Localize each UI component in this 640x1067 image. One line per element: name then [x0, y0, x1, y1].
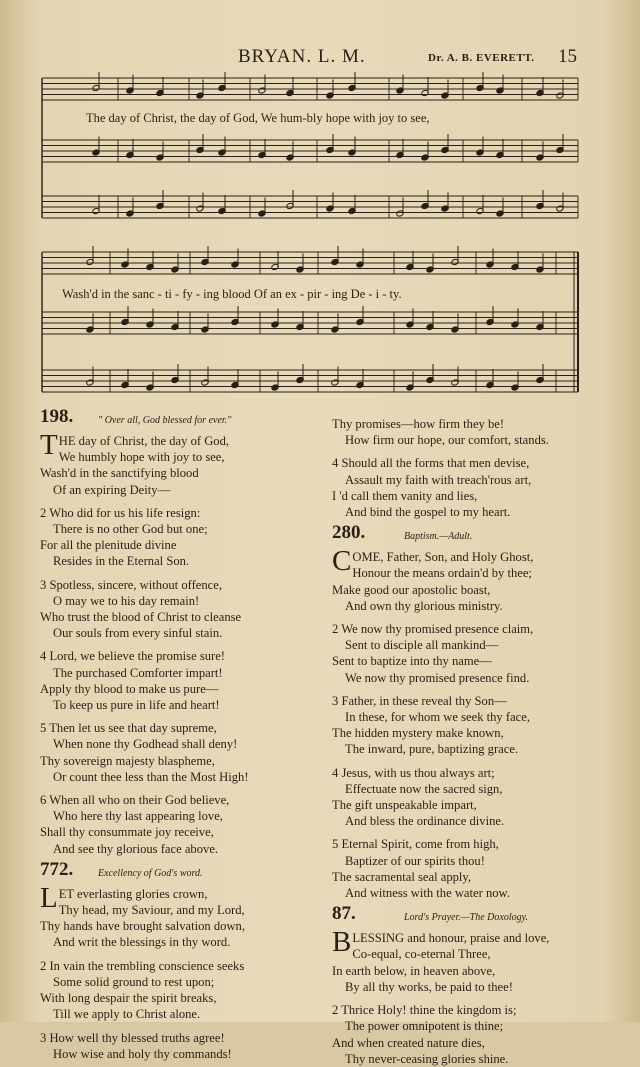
verse-line: Wash'd in the sanctifying blood — [40, 466, 199, 481]
verse-line: How firm our hope, our comfort, stands. — [345, 433, 549, 448]
stanza — [40, 792, 330, 857]
stanza — [332, 1002, 612, 1067]
right-column — [332, 416, 612, 1067]
hymn-number: 198. — [40, 406, 74, 427]
verse-line: And bless the ordinance divine. — [345, 814, 505, 829]
verse-line: OME, Father, Son, and Holy Ghost, — [352, 550, 534, 565]
system2-lyrics: Wash'd in the sanc - ti - fy - ing blood Of an ex - pir - ing De - i - ty. — [62, 287, 402, 301]
verse-line: Co-equal, co-eternal Three, — [352, 947, 491, 962]
stanza — [332, 621, 612, 686]
verse-line: With long despair the spirit breaks, — [40, 991, 217, 1006]
hymn-subtitle: " Over all, God blessed for ever." — [98, 415, 232, 426]
verse-line: I 'd call them vanity and lies, — [332, 488, 478, 503]
verse-line: Baptizer of our spirits thou! — [345, 853, 485, 868]
verse-line: Who here thy last appearing love, — [53, 809, 223, 824]
verse-line: 4 Jesus, with us thou always art; — [332, 765, 495, 780]
verse-line: Apply thy blood to make us pure— — [40, 681, 219, 696]
verse-line: Of an expiring Deity— — [53, 482, 171, 497]
verse-line: The power omnipotent is thine; — [345, 1019, 504, 1034]
verse-line: Sent to baptize into thy name— — [332, 654, 492, 669]
stanza — [40, 429, 330, 498]
hymn-198 — [40, 406, 330, 857]
verse-line: 4 Lord, we believe the promise sure! — [40, 649, 225, 664]
verse-line: 6 When all who on their God believe, — [40, 793, 230, 808]
stanza — [332, 926, 612, 995]
verse-line: And writ the blessings in thy word. — [53, 935, 231, 950]
stanza — [40, 648, 330, 713]
verse-line: Thy head, my Saviour, and my Lord, — [58, 903, 245, 918]
verse-line: Shall thy consummate joy receive, — [40, 825, 214, 840]
stanza — [332, 545, 612, 614]
drop-cap: T — [40, 429, 58, 461]
verse-line: By all thy works, be paid to thee! — [345, 979, 513, 994]
verse-line: The hidden mystery make known, — [332, 726, 504, 741]
stanza — [40, 1030, 330, 1062]
verse-line: Thy never-ceasing glories shine. — [345, 1051, 509, 1066]
stanza — [40, 958, 330, 1023]
verse-line: Honour the means ordain'd by thee; — [352, 566, 532, 581]
verse-line: ET everlasting glories crown, — [58, 886, 208, 901]
page-number: 15 — [558, 46, 577, 67]
verse-line: And bind the gospel to my heart. — [345, 505, 511, 520]
verse-line: In earth below, in heaven above, — [332, 963, 496, 978]
hymn-772-continued — [332, 416, 612, 520]
verse-line: Make good our apostolic boast, — [332, 582, 491, 597]
hymn-number: 772. — [40, 858, 74, 880]
verse-line: Some solid ground to rest upon; — [53, 974, 215, 989]
verse-line: For all the plenitude divine — [40, 538, 177, 553]
verse-line: O may we to his day remain! — [53, 593, 200, 608]
tune-author: Dr. A. B. EVERETT. — [428, 52, 535, 64]
stanza — [40, 720, 330, 785]
verse-line: And own thy glorious ministry. — [345, 598, 503, 613]
left-column — [40, 406, 330, 1062]
stanza — [40, 881, 330, 951]
stanza — [40, 505, 330, 570]
stanza — [332, 693, 612, 758]
tune-title: BRYAN. L. M. — [238, 46, 366, 67]
verse-line: 3 Father, in these reveal thy Son— — [332, 693, 507, 708]
verse-line: 2 Who did for us his life resign: — [40, 505, 201, 520]
verse-line: Who trust the blood of Christ to cleanse — [40, 610, 242, 625]
verse-line: The inward, pure, baptizing grace. — [345, 742, 519, 757]
verse-line: To keep us pure in life and heart! — [53, 698, 220, 713]
verse-line: Thy hands have brought salvation down, — [40, 919, 245, 934]
verse-line: And witness with the water now. — [345, 886, 510, 901]
verse-line: Our souls from every sinful stain. — [53, 626, 223, 641]
drop-cap: B — [332, 926, 352, 959]
music-score — [0, 0, 640, 420]
verse-line: The purchased Comforter impart! — [53, 665, 223, 680]
verse-line: 2 In vain the trembling conscience seeks — [40, 958, 245, 973]
verse-line: And see thy glorious face above. — [53, 841, 219, 856]
hymn-subtitle: Excellency of God's word. — [98, 867, 203, 879]
verse-line: LESSING and honour, praise and love, — [352, 931, 550, 946]
system1-lyrics: The day of Christ, the day of God, We hum-bly hope with joy to see, — [86, 111, 430, 125]
verse-line: In these, for whom we seek thy face, — [345, 710, 530, 725]
verse-line: Thy promises—how firm they be! — [332, 417, 505, 431]
hymn-subtitle: Baptism.—Adult. — [404, 531, 473, 543]
hymn-number: 280. — [332, 522, 366, 544]
hymn-87 — [332, 903, 612, 1067]
stanza — [40, 577, 330, 642]
verse-line: 5 Then let us see that day supreme, — [40, 721, 217, 736]
verse-line: 4 Should all the forms that men devise, — [332, 456, 530, 471]
hymn-number: 87. — [332, 903, 356, 925]
verse-line: We now thy promised presence find. — [345, 670, 530, 685]
verse-line: 2 We now thy promised presence claim, — [332, 622, 534, 637]
verse-line: 5 Eternal Spirit, come from high, — [332, 837, 499, 852]
verse-line: When none thy Godhead shall deny! — [53, 737, 238, 752]
verse-line: 2 Thrice Holy! thine the kingdom is; — [332, 1003, 517, 1018]
drop-cap: C — [332, 545, 352, 578]
verse-line: Resides in the Eternal Son. — [53, 554, 190, 569]
verse-line: The sacramental seal apply, — [332, 869, 472, 884]
hymn-280 — [332, 522, 612, 901]
verse-line: Thy sovereign majesty blaspheme, — [40, 753, 215, 768]
hymn-subtitle: Lord's Prayer.—The Doxology. — [404, 912, 528, 924]
verse-line: And when created nature dies, — [332, 1035, 485, 1050]
verse-line: 3 How well thy blessed truths agree! — [40, 1030, 225, 1045]
drop-cap: L — [40, 881, 58, 914]
verse-line: We humbly hope with joy to see, — [58, 450, 225, 465]
verse-line: HE day of Christ, the day of God, — [58, 434, 230, 448]
verse-line: How wise and holy thy commands! — [53, 1046, 232, 1061]
stanza — [332, 765, 612, 830]
verse-line: Or count thee less than the Most High! — [53, 769, 249, 784]
verse-line: Effectuate now the sacred sign, — [345, 781, 503, 796]
verse-line: The gift unspeakable impart, — [332, 798, 477, 813]
stanza — [332, 836, 612, 901]
verse-line: Till we apply to Christ alone. — [53, 1007, 201, 1022]
verse-line: 3 Spotless, sincere, without offence, — [40, 577, 222, 592]
verse-line: Assault my faith with treach'rous art, — [345, 472, 532, 487]
verse-line: Sent to disciple all mankind— — [345, 638, 499, 653]
hymn-772 — [40, 858, 330, 1062]
verse-line: There is no other God but one; — [53, 522, 208, 537]
